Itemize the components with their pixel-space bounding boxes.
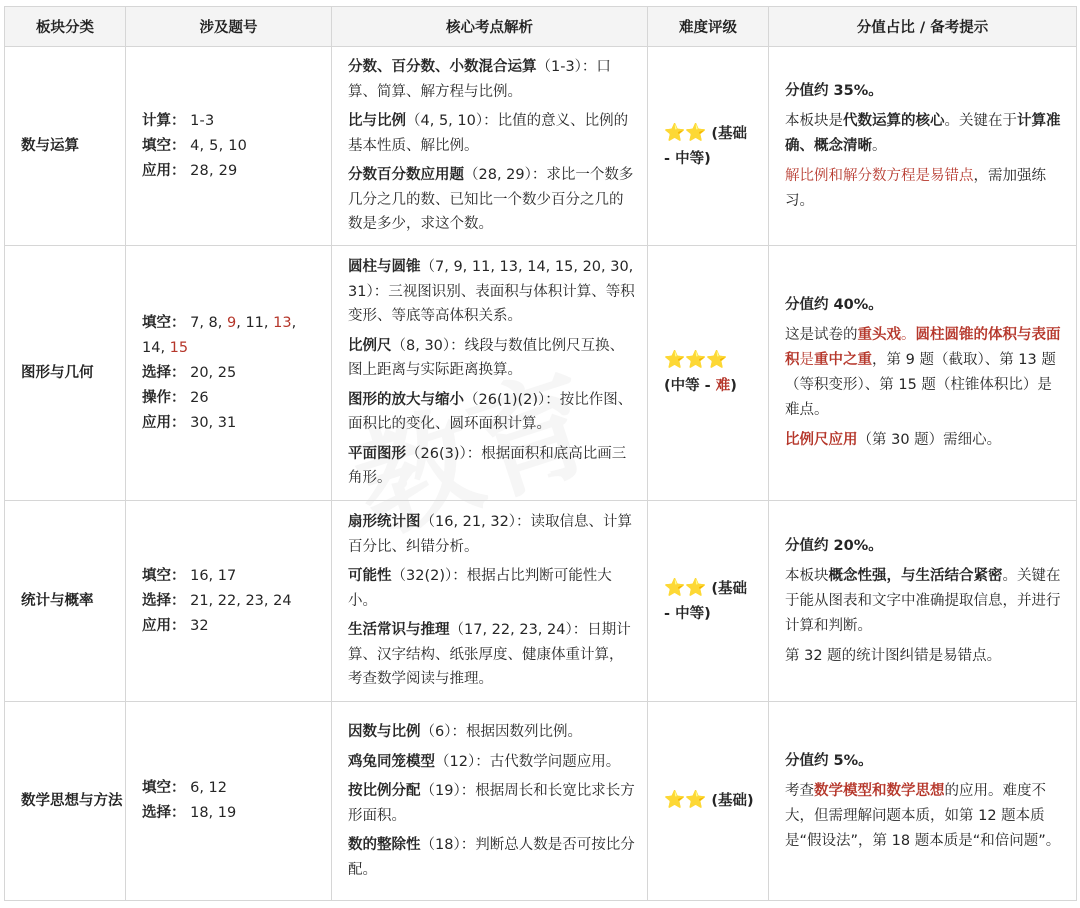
category-cell: 统计与概率 bbox=[5, 501, 126, 702]
topics-cell: 分数、百分数、小数混合运算（1-3）：口算、简算、解方程与比例。 比与比例（4, 5, 10）：比值的意义、比例的基本性质、解比例。 分数百分数应用题（28, 29）：求比一个数多几分之几的数、已知比一个数少百分之几的数是多少，求这个数。 bbox=[332, 47, 648, 246]
star-icon: ⭐ bbox=[685, 790, 707, 810]
header-difficulty: 难度评级 bbox=[648, 7, 769, 47]
topics-cell: 圆柱与圆锥（7, 9, 11, 13, 14, 15, 20, 30, 31）：三视图识别、表面积与体积计算、等积变形、等底等高体积关系。 比例尺（8, 30）：线段与数值比例尺互换、图上距离与实际距离换算。 图形的放大与缩小（26(1)(2)）：按比作图、面积比的变化、圆环面积计算。 平面图形（26(3)）：根据面积和底高比画三角形。 bbox=[332, 246, 648, 501]
header-topics: 核心考点解析 bbox=[332, 7, 648, 47]
star-icon: ⭐ bbox=[664, 122, 686, 143]
star-icon: ⭐ bbox=[664, 790, 686, 810]
tips-cell: 分值约 40%。 这是试卷的重头戏。圆柱圆锥的体积与表面积是重中之重，第 9 题（截取）、第 13 题（等积变形）、第 15 题（柱锥体积比）是难点。 比例尺应用（第 30 题）需细心。 bbox=[769, 246, 1077, 501]
category-cell: 数学思想与方法 bbox=[5, 702, 126, 901]
header-category: 板块分类 bbox=[5, 7, 126, 47]
star-icon: ⭐ bbox=[685, 577, 707, 598]
table-row bbox=[5, 246, 1077, 501]
topics-cell: 因数与比例（6）：根据因数列比例。 鸡兔同笼模型（12）：古代数学问题应用。 按比例分配（19）：根据周长和长宽比求长方形面积。 数的整除性（18）：判断总人数是否可按比分配。 bbox=[332, 702, 648, 901]
table-header-row bbox=[5, 7, 1077, 47]
star-icon: ⭐ bbox=[685, 122, 707, 143]
questions-cell: 填空： 16, 17 选择： 21, 22, 23, 24 应用： 32 bbox=[126, 501, 332, 702]
topics-cell: 扇形统计图（16, 21, 32）：读取信息、计算百分比、纠错分析。 可能性（32(2)）：根据占比判断可能性大小。 生活常识与推理（17, 22, 23, 24）：日期计算、汉字结构、纸张厚度、健康体重计算，考查数学阅读与推理。 bbox=[332, 501, 648, 702]
header-tips: 分值占比 / 备考提示 bbox=[769, 7, 1077, 47]
questions-cell: 填空： 6, 12 选择： 18, 19 bbox=[126, 702, 332, 901]
star-icon: ⭐ bbox=[685, 349, 707, 370]
star-icon: ⭐ bbox=[706, 349, 728, 370]
difficulty-cell: ⭐⭐ (基础) bbox=[648, 702, 769, 901]
category-cell: 图形与几何 bbox=[5, 246, 126, 501]
questions-cell: 计算： 1-3 填空： 4, 5, 10 应用： 28, 29 bbox=[126, 47, 332, 246]
difficulty-cell: ⭐⭐ (基础 - 中等) bbox=[648, 501, 769, 702]
difficulty-cell: ⭐⭐ (基础 - 中等) bbox=[648, 47, 769, 246]
questions-cell: 填空： 7, 8, 9, 11, 13, 14, 15 选择： 20, 25 操作： 26 应用： 30, 31 bbox=[126, 246, 332, 501]
tips-cell: 分值约 20%。 本板块概念性强，与生活结合紧密。关键在于能从图表和文字中准确提取信息，并进行计算和判断。 第 32 题的统计图纠错是易错点。 bbox=[769, 501, 1077, 702]
category-cell: 数与运算 bbox=[5, 47, 126, 246]
star-icon: ⭐ bbox=[664, 349, 686, 370]
exam-analysis-table bbox=[4, 6, 1077, 901]
table-row bbox=[5, 702, 1077, 901]
tips-cell: 分值约 35%。 本板块是代数运算的核心。关键在于计算准确、概念清晰。 解比例和解分数方程是易错点，需加强练习。 bbox=[769, 47, 1077, 246]
table-row bbox=[5, 501, 1077, 702]
table-row bbox=[5, 47, 1077, 246]
difficulty-cell: ⭐⭐⭐ (中等 - 难) bbox=[648, 246, 769, 501]
star-icon: ⭐ bbox=[664, 577, 686, 598]
header-questions: 涉及题号 bbox=[126, 7, 332, 47]
tips-cell: 分值约 5%。 考查数学模型和数学思想的应用。难度不大，但需理解问题本质，如第 12 题本质是“假设法”，第 18 题本质是“和倍问题”。 bbox=[769, 702, 1077, 901]
